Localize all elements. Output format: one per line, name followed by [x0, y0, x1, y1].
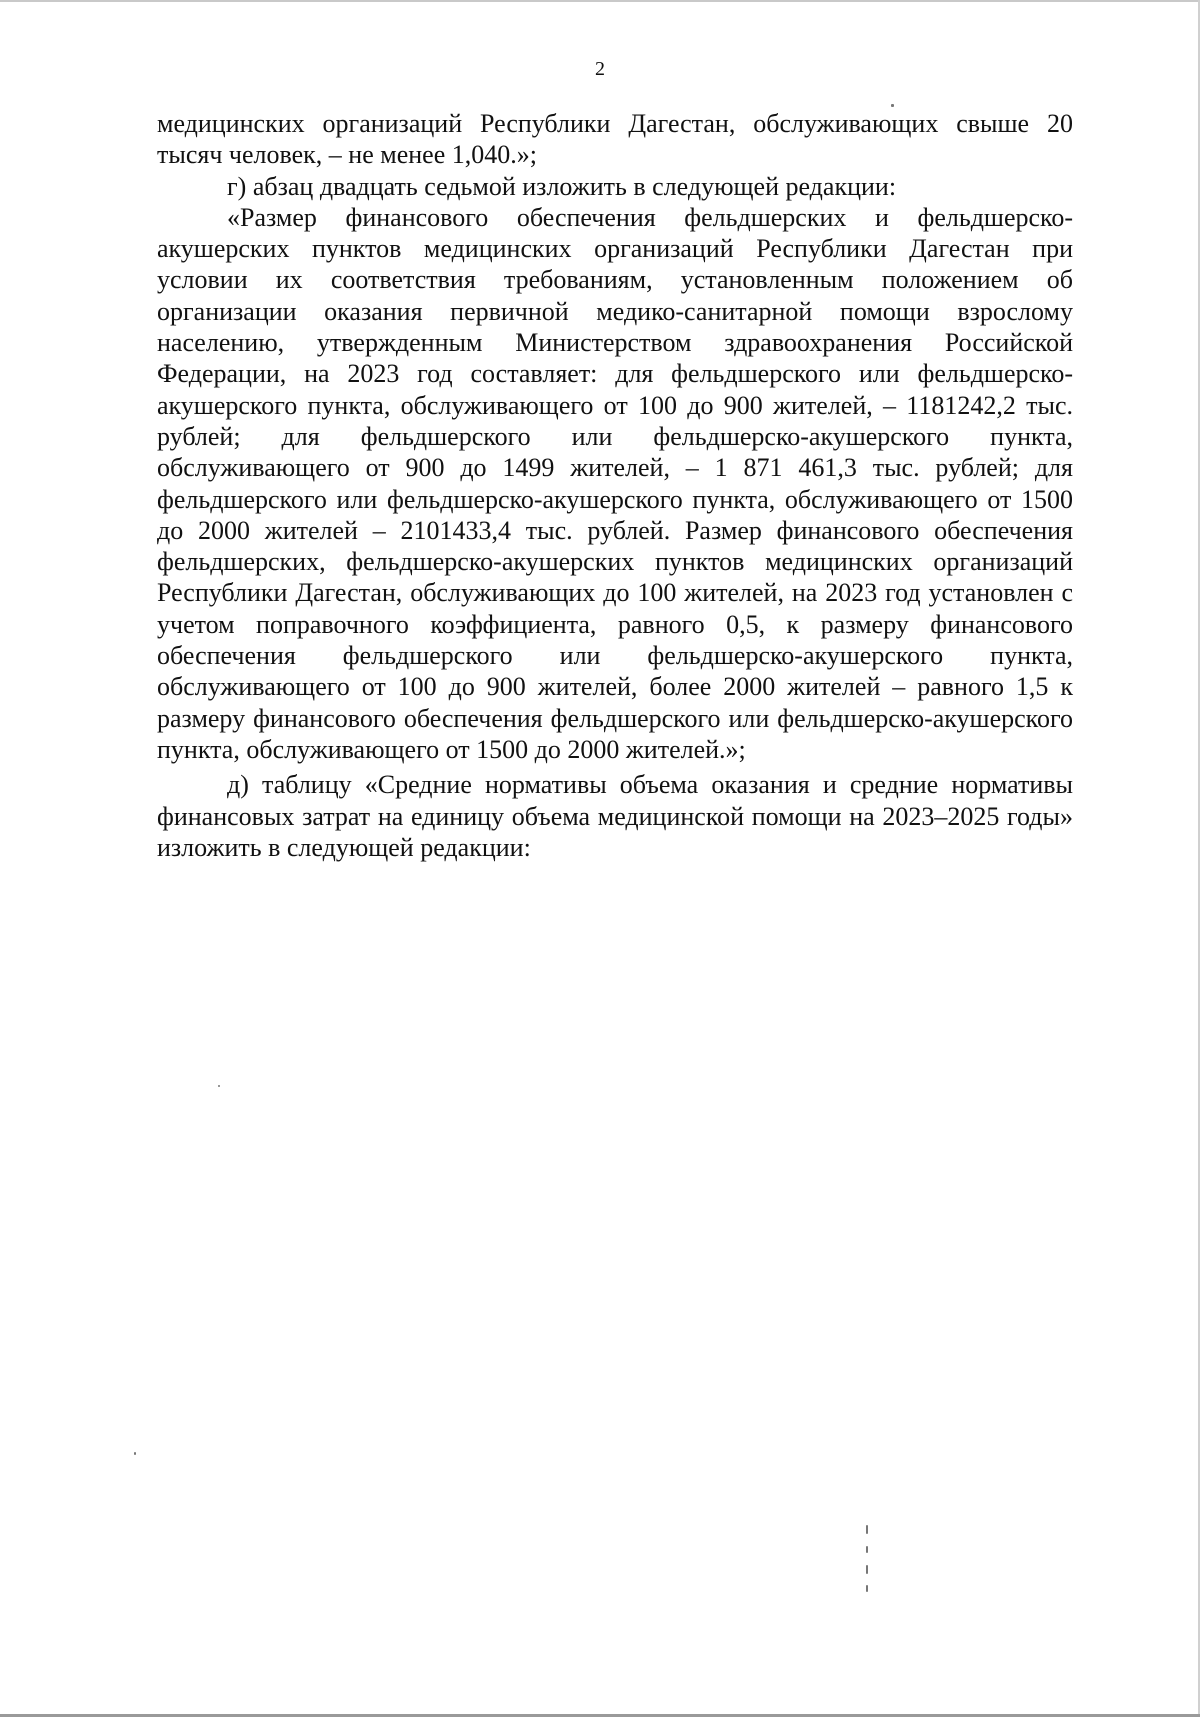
document-body	[157, 108, 1073, 863]
paragraph-continuation: медицинских организаций Республики Дагестан, обслуживающих свыше 20 тысяч человек, – не менее 1,040.»;	[157, 109, 1073, 170]
scan-speck	[866, 1565, 868, 1574]
scan-speck	[134, 1452, 136, 1455]
scan-speck	[891, 104, 894, 107]
scan-speck	[866, 1546, 868, 1553]
scan-edge-top	[0, 0, 1200, 2]
page-number: 2	[595, 58, 605, 80]
scan-speck	[866, 1585, 868, 1592]
scan-speck	[866, 1525, 868, 1534]
scan-speck	[218, 1085, 220, 1087]
paragraph-item-g: г) абзац двадцать седьмой изложить в следующей редакции:	[227, 171, 897, 201]
paragraph-funding-size: «Размер финансового обеспечения фельдшерских и фельдшерско-акушерских пунктов медицинских организаций Республики Дагестан при условии их соответствия требованиям, установленным положением об организации оказания первичной медико-санитарной помощи взрослому населению, утвержденным Министерством здравоохранения Российской Федерации, на 2023 год составляет: для фельдшерского или фельдшерско-акушерского пункта, обслуживающего от 100 до 900 жителей, – 1181242,2 тыс. рублей; для фельдшерского или фельдшерско-акушерского пункта, обслуживающего от 900 до 1499 жителей, – 1 871 461,3 тыс. рублей; для фельдшерского или фельдшерско-акушерского пункта, обслуживающего от 1500 до 2000 жителей – 2101433,4 тыс. рублей. Размер финансового обеспечения фельдшерских, фельдшерско-акушерских пунктов медицинских организаций Республики Дагестан, обслуживающих до 100 жителей, на 2023 год установлен с учетом поправочного коэффициента, равного 0,5, к размеру финансового обеспечения фельдшерского или фельдшерско-акушерского пункта, обслуживающего от 100 до 900 жителей, более 2000 жителей – равного 1,5 к размеру финансового обеспечения фельдшерского или фельдшерско-акушерского пункта, обслуживающего от 1500 до 2000 жителей.»;	[157, 202, 1073, 764]
paragraph-item-d: д) таблицу «Средние нормативы объема оказания и средние нормативы финансовых затрат на единицу объема медицинской помощи на 2023–2025 годы» изложить в следующей редакции:	[157, 770, 1073, 862]
